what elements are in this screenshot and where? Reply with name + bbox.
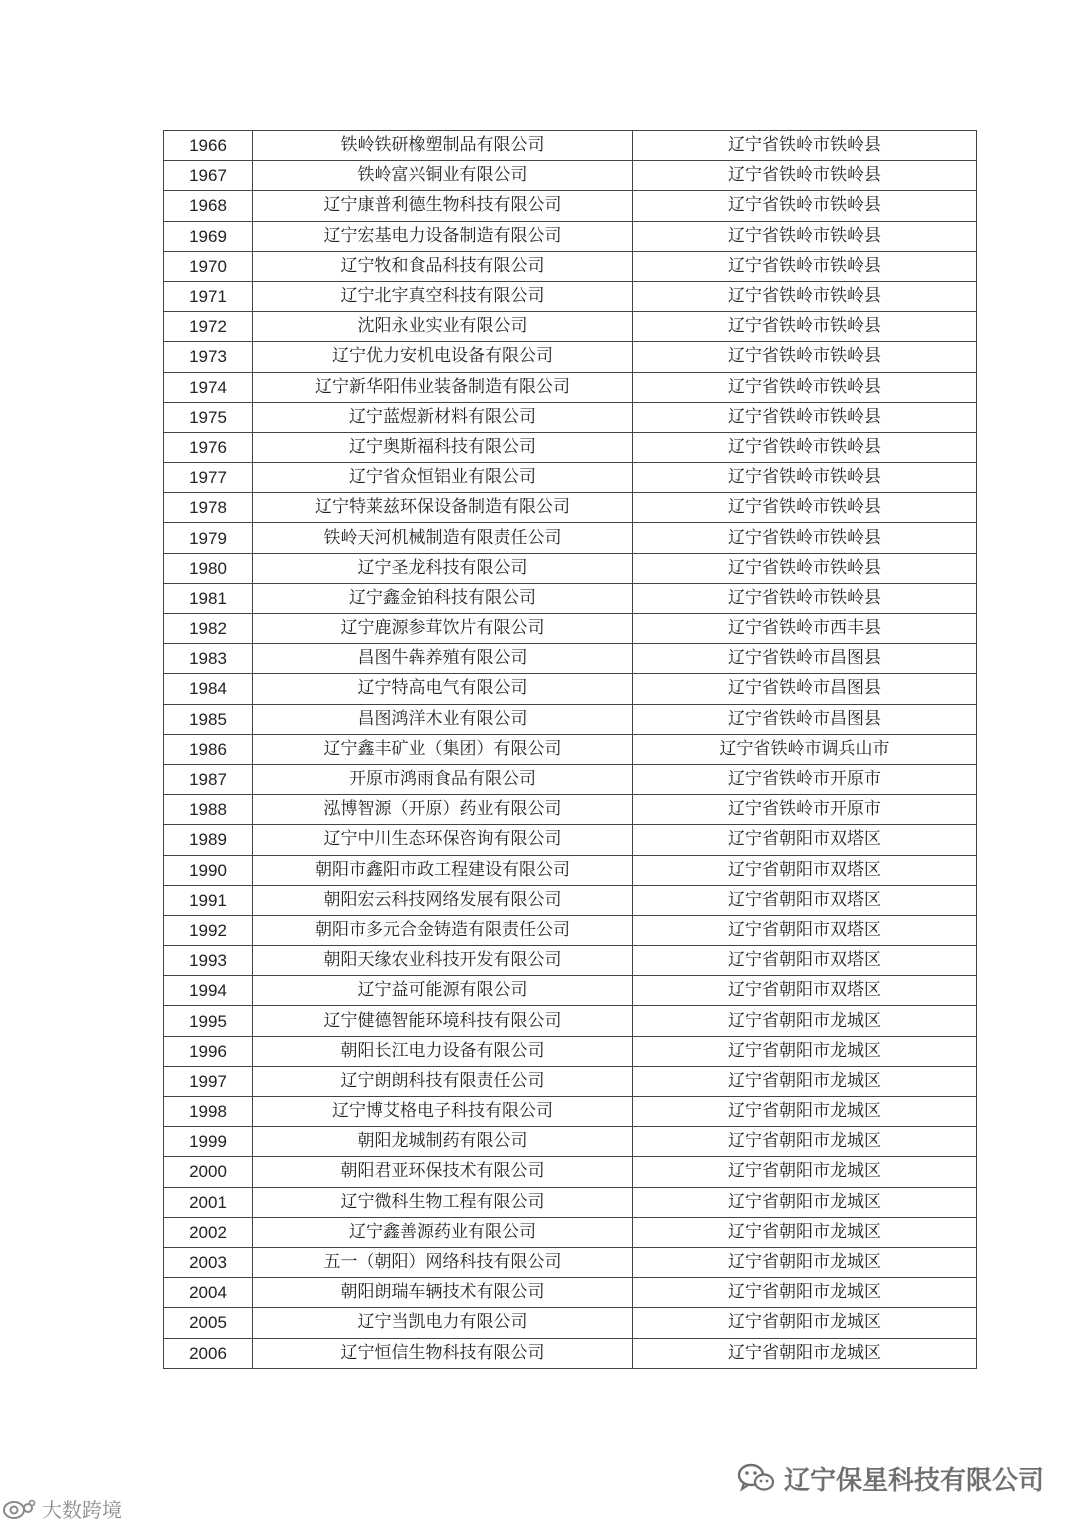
row-number: 1996 <box>164 1036 253 1066</box>
table-row <box>164 1247 977 1277</box>
company-name: 辽宁特高电气有限公司 <box>253 674 633 704</box>
company-name: 辽宁圣龙科技有限公司 <box>253 553 633 583</box>
row-number: 1987 <box>164 764 253 794</box>
table-row <box>164 946 977 976</box>
company-location: 辽宁省铁岭市昌图县 <box>633 704 977 734</box>
company-name: 朝阳市多元合金铸造有限责任公司 <box>253 915 633 945</box>
company-location: 辽宁省朝阳市龙城区 <box>633 1338 977 1368</box>
table-row <box>164 1308 977 1338</box>
row-number: 1967 <box>164 161 253 191</box>
row-number: 1966 <box>164 131 253 161</box>
company-name: 辽宁鑫金铂科技有限公司 <box>253 583 633 613</box>
company-name: 辽宁朗朗科技有限责任公司 <box>253 1066 633 1096</box>
company-location: 辽宁省朝阳市龙城区 <box>633 1278 977 1308</box>
company-name: 朝阳天缘农业科技开发有限公司 <box>253 946 633 976</box>
row-number: 1979 <box>164 523 253 553</box>
row-number: 1984 <box>164 674 253 704</box>
table-row <box>164 372 977 402</box>
row-number: 2003 <box>164 1247 253 1277</box>
company-location: 辽宁省铁岭市铁岭县 <box>633 463 977 493</box>
company-name: 辽宁蓝煜新材料有限公司 <box>253 402 633 432</box>
company-name: 辽宁宏基电力设备制造有限公司 <box>253 221 633 251</box>
table-row <box>164 1006 977 1036</box>
company-location: 辽宁省铁岭市西丰县 <box>633 614 977 644</box>
company-name: 辽宁省众恒铝业有限公司 <box>253 463 633 493</box>
company-location: 辽宁省铁岭市铁岭县 <box>633 161 977 191</box>
company-name: 辽宁鑫丰矿业（集团）有限公司 <box>253 734 633 764</box>
table-row <box>164 1217 977 1247</box>
company-name: 昌图牛犇养殖有限公司 <box>253 644 633 674</box>
company-location: 辽宁省朝阳市龙城区 <box>633 1127 977 1157</box>
company-name: 辽宁奥斯福科技有限公司 <box>253 432 633 462</box>
company-name: 辽宁当凯电力有限公司 <box>253 1308 633 1338</box>
table-row <box>164 191 977 221</box>
company-name: 朝阳朗瑞车辆技术有限公司 <box>253 1278 633 1308</box>
row-number: 1986 <box>164 734 253 764</box>
company-name: 昌图鸿洋木业有限公司 <box>253 704 633 734</box>
table-row <box>164 493 977 523</box>
table-row <box>164 402 977 432</box>
table-row <box>164 885 977 915</box>
company-table <box>163 130 977 1369</box>
company-name: 辽宁北宇真空科技有限公司 <box>253 281 633 311</box>
row-number: 1974 <box>164 372 253 402</box>
company-name: 朝阳长江电力设备有限公司 <box>253 1036 633 1066</box>
company-location: 辽宁省朝阳市双塔区 <box>633 976 977 1006</box>
company-location: 辽宁省朝阳市双塔区 <box>633 915 977 945</box>
company-name: 辽宁中川生态环保咨询有限公司 <box>253 825 633 855</box>
row-number: 1977 <box>164 463 253 493</box>
company-location: 辽宁省朝阳市龙城区 <box>633 1157 977 1187</box>
row-number: 1990 <box>164 855 253 885</box>
watermark-left <box>2 1493 122 1523</box>
company-name: 辽宁益可能源有限公司 <box>253 976 633 1006</box>
company-name: 沈阳永业实业有限公司 <box>253 312 633 342</box>
company-location: 辽宁省铁岭市铁岭县 <box>633 402 977 432</box>
table-row <box>164 1127 977 1157</box>
company-location: 辽宁省朝阳市龙城区 <box>633 1066 977 1096</box>
company-location: 辽宁省铁岭市铁岭县 <box>633 583 977 613</box>
company-location: 辽宁省铁岭市开原市 <box>633 795 977 825</box>
table-row <box>164 704 977 734</box>
company-name: 铁岭铁研橡塑制品有限公司 <box>253 131 633 161</box>
row-number: 1991 <box>164 885 253 915</box>
table-row <box>164 523 977 553</box>
row-number: 1989 <box>164 825 253 855</box>
company-location: 辽宁省铁岭市铁岭县 <box>633 372 977 402</box>
company-name: 五一（朝阳）网络科技有限公司 <box>253 1247 633 1277</box>
row-number: 1980 <box>164 553 253 583</box>
table-row <box>164 161 977 191</box>
company-name: 朝阳市鑫阳市政工程建设有限公司 <box>253 855 633 885</box>
row-number: 1985 <box>164 704 253 734</box>
company-location: 辽宁省朝阳市龙城区 <box>633 1006 977 1036</box>
row-number: 1973 <box>164 342 253 372</box>
company-location: 辽宁省朝阳市双塔区 <box>633 946 977 976</box>
company-name: 辽宁新华阳伟业装备制造有限公司 <box>253 372 633 402</box>
row-number: 1983 <box>164 644 253 674</box>
company-name: 辽宁微科生物工程有限公司 <box>253 1187 633 1217</box>
row-number: 1975 <box>164 402 253 432</box>
row-number: 1981 <box>164 583 253 613</box>
row-number: 1972 <box>164 312 253 342</box>
company-location: 辽宁省朝阳市双塔区 <box>633 885 977 915</box>
company-name: 辽宁优力安机电设备有限公司 <box>253 342 633 372</box>
company-location: 辽宁省铁岭市铁岭县 <box>633 523 977 553</box>
row-number: 1999 <box>164 1127 253 1157</box>
table-row <box>164 553 977 583</box>
row-number: 1992 <box>164 915 253 945</box>
company-name: 辽宁康普利德生物科技有限公司 <box>253 191 633 221</box>
table-row <box>164 131 977 161</box>
company-location: 辽宁省铁岭市铁岭县 <box>633 342 977 372</box>
row-number: 1978 <box>164 493 253 523</box>
company-location: 辽宁省铁岭市调兵山市 <box>633 734 977 764</box>
company-location: 辽宁省铁岭市昌图县 <box>633 644 977 674</box>
company-location: 辽宁省朝阳市双塔区 <box>633 825 977 855</box>
table-row <box>164 1157 977 1187</box>
table-row <box>164 1278 977 1308</box>
row-number: 1969 <box>164 221 253 251</box>
company-name: 辽宁鑫善源药业有限公司 <box>253 1217 633 1247</box>
watermark-right-text: 辽宁保星科技有限公司 <box>783 1465 1044 1496</box>
company-location: 辽宁省铁岭市铁岭县 <box>633 191 977 221</box>
company-table-body <box>164 131 977 1369</box>
row-number: 1997 <box>164 1066 253 1096</box>
company-name: 辽宁健德智能环境科技有限公司 <box>253 1006 633 1036</box>
table-row <box>164 976 977 1006</box>
row-number: 2006 <box>164 1338 253 1368</box>
table-row <box>164 614 977 644</box>
company-location: 辽宁省铁岭市铁岭县 <box>633 131 977 161</box>
company-location: 辽宁省朝阳市龙城区 <box>633 1217 977 1247</box>
row-number: 1970 <box>164 251 253 281</box>
row-number: 1976 <box>164 432 253 462</box>
company-name: 朝阳宏云科技网络发展有限公司 <box>253 885 633 915</box>
table-row <box>164 342 977 372</box>
row-number: 2001 <box>164 1187 253 1217</box>
company-location: 辽宁省铁岭市昌图县 <box>633 674 977 704</box>
company-location: 辽宁省铁岭市铁岭县 <box>633 493 977 523</box>
table-row <box>164 1097 977 1127</box>
table-row <box>164 312 977 342</box>
row-number: 1968 <box>164 191 253 221</box>
table-row <box>164 1338 977 1368</box>
table-row <box>164 855 977 885</box>
table-row <box>164 1187 977 1217</box>
company-name: 泓博智源（开原）药业有限公司 <box>253 795 633 825</box>
company-location: 辽宁省朝阳市双塔区 <box>633 855 977 885</box>
company-location: 辽宁省朝阳市龙城区 <box>633 1187 977 1217</box>
company-location: 辽宁省朝阳市龙城区 <box>633 1097 977 1127</box>
table-row <box>164 674 977 704</box>
table-row <box>164 463 977 493</box>
company-location: 辽宁省铁岭市开原市 <box>633 764 977 794</box>
company-name: 辽宁恒信生物科技有限公司 <box>253 1338 633 1368</box>
table-row <box>164 221 977 251</box>
row-number: 1988 <box>164 795 253 825</box>
company-location: 辽宁省铁岭市铁岭县 <box>633 432 977 462</box>
table-row <box>164 825 977 855</box>
row-number: 1995 <box>164 1006 253 1036</box>
row-number: 2005 <box>164 1308 253 1338</box>
row-number: 1982 <box>164 614 253 644</box>
row-number: 1998 <box>164 1097 253 1127</box>
wechat-icon <box>736 1462 776 1494</box>
row-number: 2000 <box>164 1157 253 1187</box>
table-row <box>164 432 977 462</box>
company-location: 辽宁省铁岭市铁岭县 <box>633 553 977 583</box>
company-name: 开原市鸿雨食品有限公司 <box>253 764 633 794</box>
company-name: 铁岭天河机械制造有限责任公司 <box>253 523 633 553</box>
row-number: 1993 <box>164 946 253 976</box>
watermark-right <box>736 1461 1044 1495</box>
table-row <box>164 644 977 674</box>
company-name: 辽宁鹿源参茸饮片有限公司 <box>253 614 633 644</box>
table-row <box>164 281 977 311</box>
table-row <box>164 734 977 764</box>
weibo-logo-icon <box>2 1495 36 1521</box>
table-row <box>164 795 977 825</box>
row-number: 2002 <box>164 1217 253 1247</box>
company-name: 朝阳君亚环保技术有限公司 <box>253 1157 633 1187</box>
company-location: 辽宁省铁岭市铁岭县 <box>633 221 977 251</box>
table-row <box>164 915 977 945</box>
company-location: 辽宁省朝阳市龙城区 <box>633 1308 977 1338</box>
company-location: 辽宁省铁岭市铁岭县 <box>633 312 977 342</box>
company-name: 辽宁牧和食品科技有限公司 <box>253 251 633 281</box>
company-location: 辽宁省铁岭市铁岭县 <box>633 251 977 281</box>
company-location: 辽宁省朝阳市龙城区 <box>633 1247 977 1277</box>
table-row <box>164 583 977 613</box>
watermark-left-text: 大数跨境 <box>42 1497 122 1522</box>
company-location: 辽宁省朝阳市龙城区 <box>633 1036 977 1066</box>
company-location: 辽宁省铁岭市铁岭县 <box>633 281 977 311</box>
row-number: 2004 <box>164 1278 253 1308</box>
company-name: 朝阳龙城制药有限公司 <box>253 1127 633 1157</box>
table-row <box>164 251 977 281</box>
company-name: 辽宁特莱兹环保设备制造有限公司 <box>253 493 633 523</box>
row-number: 1971 <box>164 281 253 311</box>
table-row <box>164 1066 977 1096</box>
company-name: 铁岭富兴铜业有限公司 <box>253 161 633 191</box>
row-number: 1994 <box>164 976 253 1006</box>
company-name: 辽宁博艾格电子科技有限公司 <box>253 1097 633 1127</box>
table-row <box>164 764 977 794</box>
table-row <box>164 1036 977 1066</box>
